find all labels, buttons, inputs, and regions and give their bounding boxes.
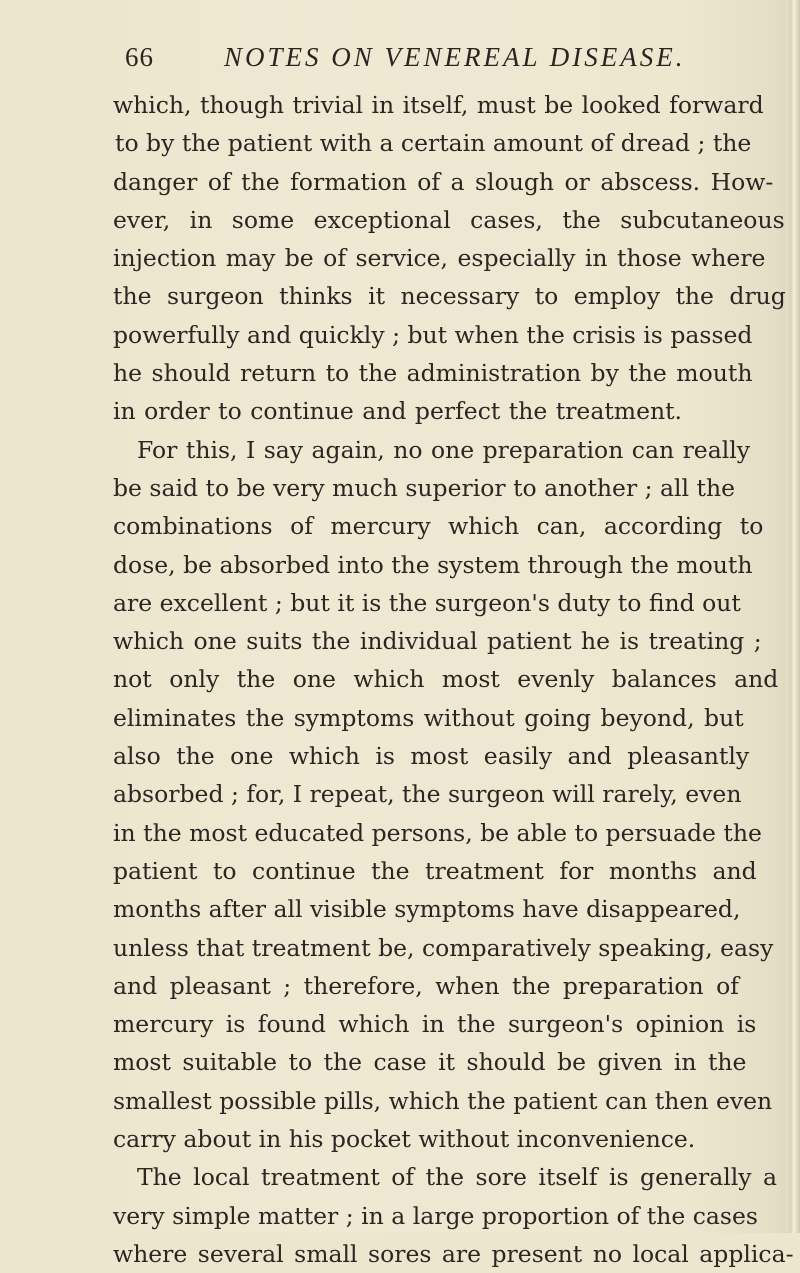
text-line: combinations of mercury which can, according to: [113, 512, 764, 541]
text-line: injection may be of service, especially in those where: [113, 244, 766, 273]
text-line: unless that treatment be, comparatively speaking, easy: [113, 933, 774, 962]
running-head: [125, 42, 765, 82]
text-line: For this, I say again, no one preparation can really: [137, 435, 751, 464]
running-title: NOTES ON VENEREAL DISEASE.: [224, 42, 686, 72]
text-line: danger of the formation of a slough or abscess. How-: [113, 167, 774, 196]
body-text: [113, 86, 793, 1273]
text-line: are excellent ; but it is the surgeon's duty to find out: [113, 588, 741, 617]
text-line: and pleasant ; therefore, when the preparation of: [113, 971, 739, 1000]
page-number: 66: [125, 42, 154, 72]
text-line: dose, be absorbed into the system through the mouth: [113, 550, 753, 579]
text-line: where several small sores are present no local applica-: [113, 1239, 794, 1268]
text-line: patient to continue the treatment for months and: [113, 856, 757, 885]
text-line: absorbed ; for, I repeat, the surgeon will rarely, even: [113, 780, 742, 809]
text-line: be said to be very much superior to another ; all the: [113, 473, 736, 502]
text-line: in order to continue and perfect the treatment.: [113, 397, 683, 426]
text-line: which, though trivial in itself, must be looked forward: [113, 91, 764, 119]
text-line: most suitable to the case it should be given in the: [113, 1048, 747, 1077]
text-line: to by the patient with a certain amount of dread ; the: [115, 129, 752, 158]
text-line: ever, in some exceptional cases, the subcutaneous: [113, 205, 785, 234]
text-line: also the one which is most easily and pleasantly: [113, 742, 750, 771]
text-line: carry about in his pocket without inconvenience.: [113, 1125, 696, 1154]
text-line: in the most educated persons, be able to persuade the: [113, 818, 762, 847]
text-line: the surgeon thinks it necessary to employ the drug: [113, 282, 786, 311]
text-line: eliminates the symptoms without going beyond, but: [113, 703, 744, 732]
text-line: The local treatment of the sore itself is generally a: [137, 1163, 778, 1192]
text-line: mercury is found which in the surgeon's opinion is: [113, 1010, 757, 1039]
text-line: which one suits the individual patient he is treating ;: [113, 627, 762, 656]
text-line: smallest possible pills, which the patient can then even: [113, 1086, 773, 1115]
text-line: powerfully and quickly ; but when the crisis is passed: [113, 320, 753, 349]
text-line: he should return to the administration by the mouth: [113, 359, 753, 388]
text-line: months after all visible symptoms have disappeared,: [113, 895, 741, 924]
text-line: very simple matter ; in a large proportion of the cases: [113, 1201, 758, 1230]
text-line: not only the one which most evenly balances and: [113, 665, 779, 694]
